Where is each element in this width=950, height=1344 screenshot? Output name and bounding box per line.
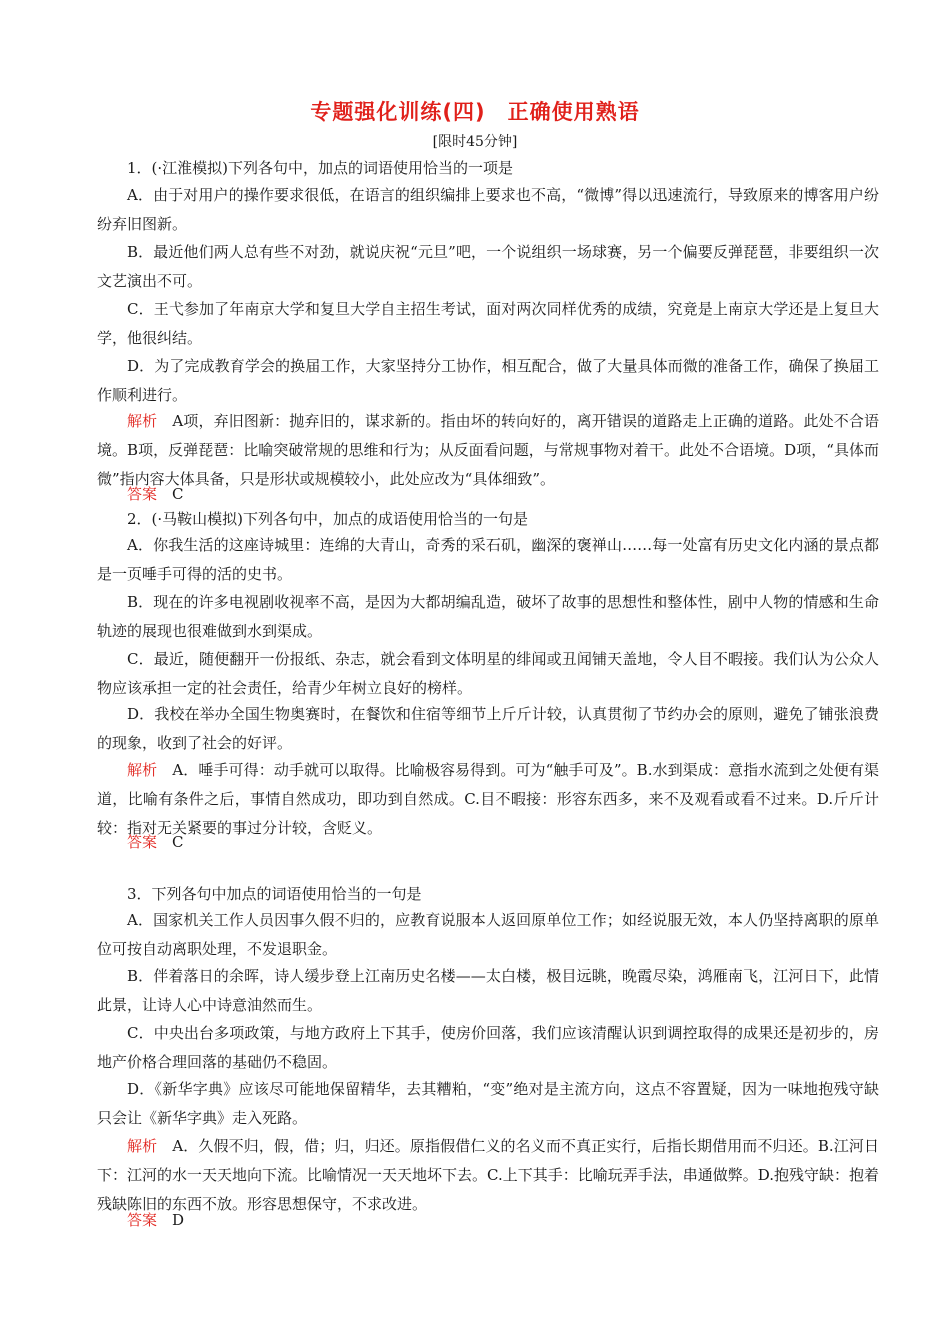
q1-option-d: D．为了完成教育学会的换届工作，大家坚持分工协作，相互配合，做了大量具体而微的准备工作，确保了换届工作顺利进行。: [97, 357, 879, 404]
q2-answer-value: C: [172, 833, 184, 851]
answer-label: 答案: [127, 485, 158, 503]
analysis-label: 解析: [127, 1137, 158, 1155]
q2-option-d: D．我校在举办全国生物奥赛时，在餐饮和住宿等细节上斤斤计较，认真贯彻了节约办会的原则，避免了铺张浪费的现象，收到了社会的好评。: [97, 705, 879, 752]
q2-analysis-text: A．唾手可得：动手就可以取得。比喻极容易得到。可为“触手可及”。B.水到渠成：意指水流到之处便有渠道，比喻有条件之后，事情自然成功，即功到自然成。C.目不暇接：形容东西多，来不及观看或看不过来。D.斤斤计较：指对无关紧要的事过分计较，含贬义。: [97, 761, 879, 837]
answer-label: 答案: [127, 1211, 158, 1229]
q1-stem: 1．(·江淮模拟)下列各句中，加点的词语使用恰当的一项是: [127, 159, 514, 177]
q3-option-a: A．国家机关工作人员因事久假不归的，应教育说服本人返回原单位工作；如经说服无效，本人仍坚持离职的原单位可按自动离职处理，不发退职金。: [97, 911, 879, 958]
q3-option-c: C．中央出台多项政策，与地方政府上下其手，使房价回落，我们应该清醒认识到调控取得的成果还是初步的，房地产价格合理回落的基础仍不稳固。: [97, 1024, 879, 1071]
q2-option-a: A．你我生活的这座诗城里：连绵的大青山，奇秀的采石矶，幽深的褒禅山……每一处富有历史文化内涵的景点都是一页唾手可得的活的史书。: [97, 536, 879, 583]
answer-label: 答案: [127, 833, 158, 851]
q1-analysis-text: A项，弃旧图新：抛弃旧的，谋求新的。指由坏的转向好的，离开错误的道路走上正确的道路。此处不合语境。B项，反弹琵琶：比喻突破常规的思维和行为；从反面看问题，与常规事物对着干。此处不合语境。D项，“具体而微”指内容大体具备，只是形状或规模较小，此处应改为“具体细致”。: [97, 412, 879, 488]
q3-analysis-text: A．久假不归，假，借；归，归还。原指假借仁义的名义而不真正实行，后指长期借用而不归还。B.江河日下：江河的水一天天地向下流。比喻情况一天天地坏下去。C.上下其手：比喻玩弄手法，串通做弊。D.抱残守缺：抱着残缺陈旧的东西不放。形容思想保守，不求改进。: [97, 1137, 879, 1213]
q3-answer-value: D: [172, 1211, 185, 1229]
q3-option-d: D．《新华字典》应该尽可能地保留精华，去其糟粕，“变”绝对是主流方向，这点不容置疑，因为一味地抱残守缺只会让《新华字典》走入死路。: [97, 1080, 879, 1127]
q2-option-b: B．现在的许多电视剧收视率不高，是因为大都胡编乱造，破坏了故事的思想性和整体性，剧中人物的情感和生命轨迹的展现也很难做到水到渠成。: [97, 593, 879, 640]
time-limit: [限时45分钟]: [432, 134, 518, 150]
q1-option-b: B．最近他们两人总有些不对劲，就说庆祝“元旦”吧，一个说组织一场球赛，另一个偏要反弹琵琶，非要组织一次文艺演出不可。: [97, 243, 879, 290]
q1-option-a: A．由于对用户的操作要求很低，在语言的组织编排上要求也不高，“微博”得以迅速流行，导致原来的博客用户纷纷弃旧图新。: [97, 186, 879, 233]
analysis-label: 解析: [127, 761, 158, 779]
q3-stem: 3．下列各句中加点的词语使用恰当的一句是: [127, 885, 422, 903]
analysis-label: 解析: [127, 412, 158, 430]
q1-option-c: C．王弋参加了年南京大学和复旦大学自主招生考试，面对两次同样优秀的成绩，究竟是上南京大学还是上复旦大学，他很纠结。: [97, 300, 879, 347]
q3-answer: [97, 1206, 879, 1235]
q2-answer: [97, 828, 879, 857]
q2-stem: 2．(·马鞍山模拟)下列各句中，加点的成语使用恰当的一句是: [127, 510, 529, 528]
page-title: 专题强化训练(四) 正确使用熟语: [310, 100, 640, 124]
q2-option-c: C．最近，随便翻开一份报纸、杂志，就会看到文体明星的绯闻或丑闻铺天盖地，令人目不暇接。我们认为公众人物应该承担一定的社会责任，给青少年树立良好的榜样。: [97, 650, 879, 697]
q1-answer-value: C: [172, 485, 184, 503]
q3-option-b: B．伴着落日的余晖，诗人缓步登上江南历史名楼——太白楼，极目远眺，晚霞尽染，鸿雁南飞，江河日下，此情此景，让诗人心中诗意油然而生。: [97, 967, 879, 1014]
